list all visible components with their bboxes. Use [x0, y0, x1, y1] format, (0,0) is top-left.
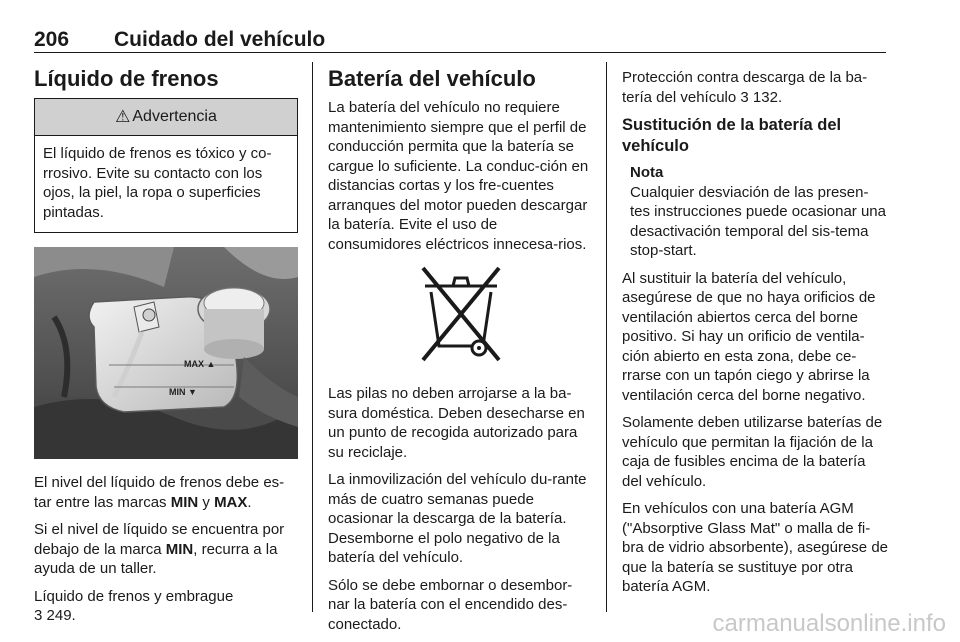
column-divider	[606, 62, 607, 612]
bin-icon-wrapper	[328, 262, 593, 372]
section-heading-brake-fluid: Líquido de frenos	[34, 66, 219, 91]
page-title: Cuidado del vehículo	[114, 28, 326, 51]
warning-box	[34, 98, 298, 233]
page-header	[34, 22, 886, 53]
column-divider	[312, 62, 313, 612]
column-brake-fluid	[34, 58, 298, 634]
watermark: carmanualsonline.info	[712, 610, 946, 637]
warning-header	[35, 99, 297, 136]
section-heading-battery: Batería del vehículo	[328, 66, 536, 91]
warning-title: Advertencia	[132, 108, 217, 125]
paragraph-battery-maintenance: La batería del vehículo no requiere mantenimiento siempre que el perfil de conducción permita que la batería se cargue lo suficiente. La conduc-ción en distancias cortas y los fre-cuentes arranques del motor pueden descargar la batería. Evite el uso de consumidores eléctricos innecesa-rios.	[328, 99, 589, 253]
paragraph-ventilation: Al sustituir la batería del vehículo, asegúrese de que no haya orificios de ventilación abiertos cerca del borne positivo. Si hay un orificio de ventila-ción abierto en esta zona, debe ce-rrarse con un tapón ciego y abrirse la ventilación cerca del borne negativo.	[622, 269, 876, 404]
paragraph-level: El nivel del líquido de frenos debe es-tar entre las marcas MIN y MAX.	[34, 474, 285, 511]
warning-text: El líquido de frenos es tóxico y co-rrosivo. Evite su contacto con los ojos, la piel, la ropa o superficies pintadas.	[43, 145, 272, 221]
page-number: 206	[34, 28, 70, 51]
paragraph-discharge-protection: Protección contra descarga de la ba-tería del vehículo 3 132.	[622, 69, 868, 106]
paragraph-below-min: Si el nivel de líquido se encuentra por debajo de la marca MIN, recurra a la ayuda de un taller.	[34, 521, 285, 577]
column-battery-replacement	[622, 58, 888, 605]
note-text: Cualquier desviación de las presen-tes instrucciones puede ocasionar una desactivación temporal del sis-tema stop-start.	[630, 183, 886, 259]
note-label: Nota	[630, 164, 664, 181]
warning-triangle-icon: ⚠	[115, 107, 131, 126]
paragraph-immobilization: La inmovilización del vehículo du-rante más de cuatro semanas puede ocasionar la descarga de la batería. Desemborne el polo negativo de la batería del vehículo.	[328, 471, 587, 566]
column-battery	[328, 58, 593, 642]
paragraph-reference: Líquido de frenos y embrague 3 249.	[34, 587, 234, 624]
page-reference-link[interactable]: 3 249.	[34, 607, 76, 624]
min-mark-label: MIN ▼	[169, 387, 197, 397]
note-box	[630, 163, 888, 261]
max-mark-label: MAX ▲	[184, 359, 216, 369]
subheading-battery-replacement: Sustitución de la batería del vehículo	[622, 116, 842, 155]
paragraph-agm: En vehículos con una batería AGM ("Absorptive Glass Mat" o malla de fi-bra de vidrio absorbente), asegúrese de que la batería se sustituye por otra batería AGM.	[622, 500, 889, 595]
paragraph-fuse-box: Solamente deben utilizarse baterías de vehículo que permitan la fijación de la caja de fusibles encima de la batería del vehículo.	[622, 414, 883, 490]
paragraph-disposal: Las pilas no deben arrojarse a la ba-sura doméstica. Deben desecharse en un punto de recogida autorizado para su reciclaje.	[328, 385, 585, 461]
crossed-out-bin-icon	[415, 262, 507, 366]
brake-fluid-reservoir-photo	[34, 247, 298, 459]
paragraph-ignition: Sólo se debe embornar o desembor-nar la batería con el encendido des-conectado.	[328, 576, 573, 633]
